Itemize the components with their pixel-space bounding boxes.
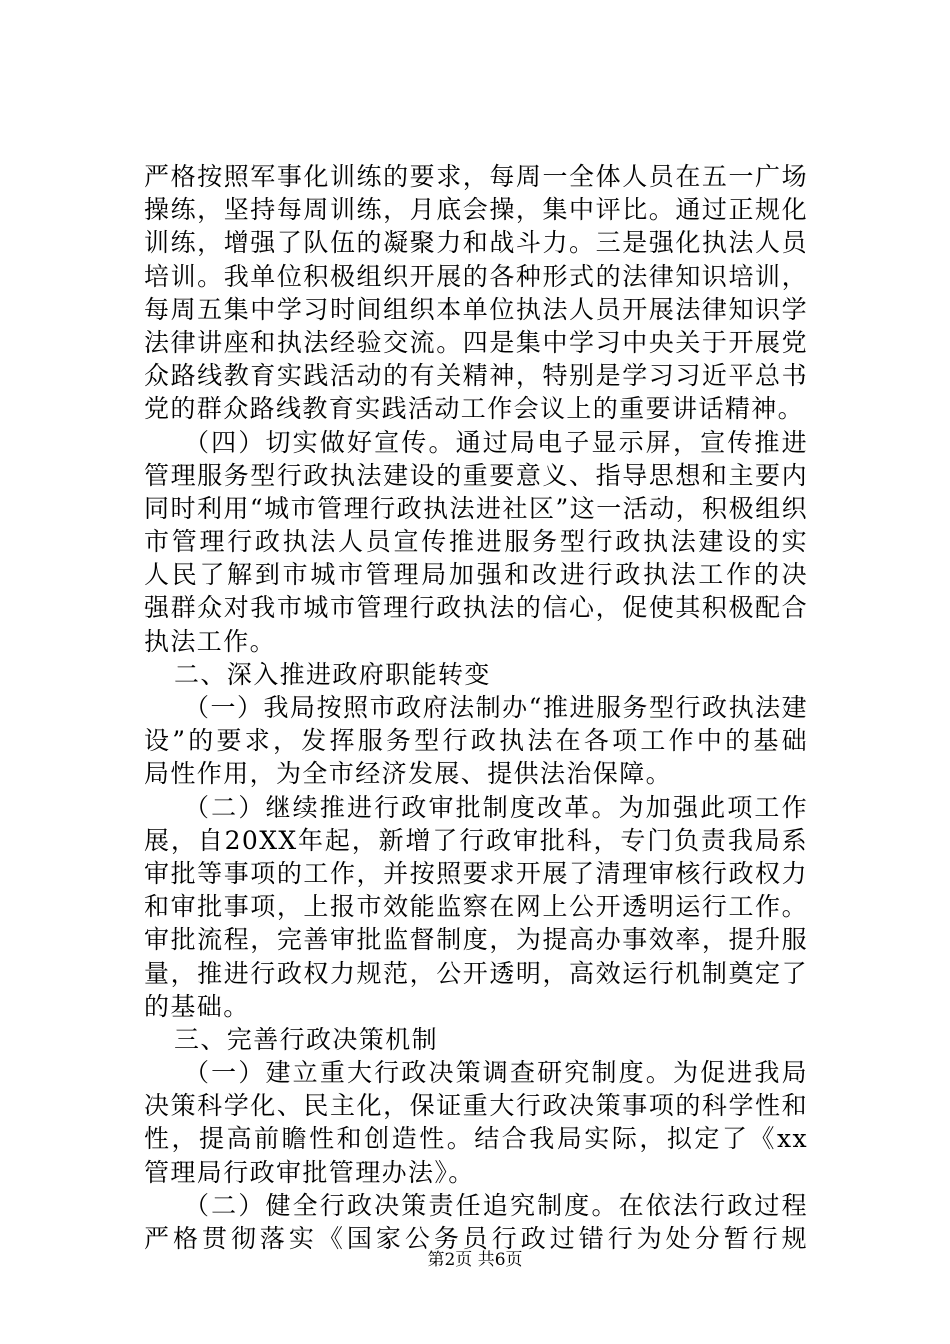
section-heading: 三、完善行政决策机制: [174, 1024, 439, 1054]
text-line: 决策科学化、民主化，保证重大行政决策事项的科学性和: [144, 1091, 808, 1121]
text-line: 展，自20XX年起，新增了行政审批科，专门负责我局系: [144, 825, 808, 855]
text-line: （四）切实做好宣传。通过局电子显示屏，宣传推进: [184, 427, 808, 457]
text-line: 严格贯彻落实《国家公务员行政过错行为处分暂行规: [144, 1224, 808, 1253]
page-number: 第2页 共6页: [427, 1250, 523, 1270]
text-line: 强群众对我市城市管理行政执法的信心，促使其积极配合: [144, 593, 808, 623]
text-line: 训练，增强了队伍的凝聚力和战斗力。三是强化执法人员: [144, 228, 808, 258]
text-line: 审批流程，完善审批监督制度，为提高办事效率，提升服: [144, 925, 808, 955]
text-line: 培训。我单位积极组织开展的各种形式的法律知识培训，: [144, 261, 808, 291]
text-line: 操练，坚持每周训练，月底会操，集中评比。通过正规化: [144, 195, 808, 225]
text-line: 执法工作。: [144, 626, 277, 656]
text-line: 管理局行政审批管理办法》。: [144, 1157, 475, 1187]
text-line: 法律讲座和执法经验交流。四是集中学习中央关于开展党: [144, 327, 808, 357]
text-line: 性，提高前瞻性和创造性。结合我局实际，拟定了《xx: [144, 1124, 808, 1154]
text-line: 量，推进行政权力规范，公开透明，高效运行机制奠定了: [144, 958, 808, 988]
section-heading: 二、深入推进政府职能转变: [174, 659, 491, 689]
text-line: （二）继续推进行政审批制度改革。为加强此项工作: [184, 792, 808, 822]
text-line: 同时利用“城市管理行政执法进社区”这一活动，积极组织: [144, 493, 808, 523]
text-line: 管理服务型行政执法建设的重要意义、指导思想和主要内: [144, 460, 808, 490]
text-line: （二）健全行政决策责任追究制度。在依法行政过程: [184, 1190, 808, 1220]
text-line: （一）我局按照市政府法制办“推进服务型行政执法建: [184, 693, 808, 722]
text-line: 的基础。: [144, 991, 250, 1021]
text-line: （一）建立重大行政决策调查研究制度。为促进我局: [184, 1058, 808, 1088]
text-line: 严格按照军事化训练的要求，每周一全体人员在五一广场: [144, 162, 808, 191]
text-line: 市管理行政执法人员宣传推进服务型行政执法建设的实: [144, 527, 808, 557]
text-line: 审批等事项的工作，并按照要求开展了清理审核行政权力: [144, 858, 808, 888]
text-line: 局性作用，为全市经济发展、提供法治保障。: [144, 759, 673, 789]
text-line: 党的群众路线教育实践活动工作会议上的重要讲话精神。: [144, 394, 805, 424]
text-line: 众路线教育实践活动的有关精神，特别是学习习近平总书: [144, 361, 808, 391]
text-line: 和审批事项，上报市效能监察在网上公开透明运行工作。: [144, 892, 808, 922]
text-line: 人民了解到市城市管理局加强和改进行政执法工作的决: [144, 560, 808, 590]
text-line: 设”的要求，发挥服务型行政执法在各项工作中的基础: [144, 726, 808, 756]
text-line: 每周五集中学习时间组织本单位执法人员开展法律知识学: [144, 294, 808, 324]
document-body: [144, 160, 808, 1255]
